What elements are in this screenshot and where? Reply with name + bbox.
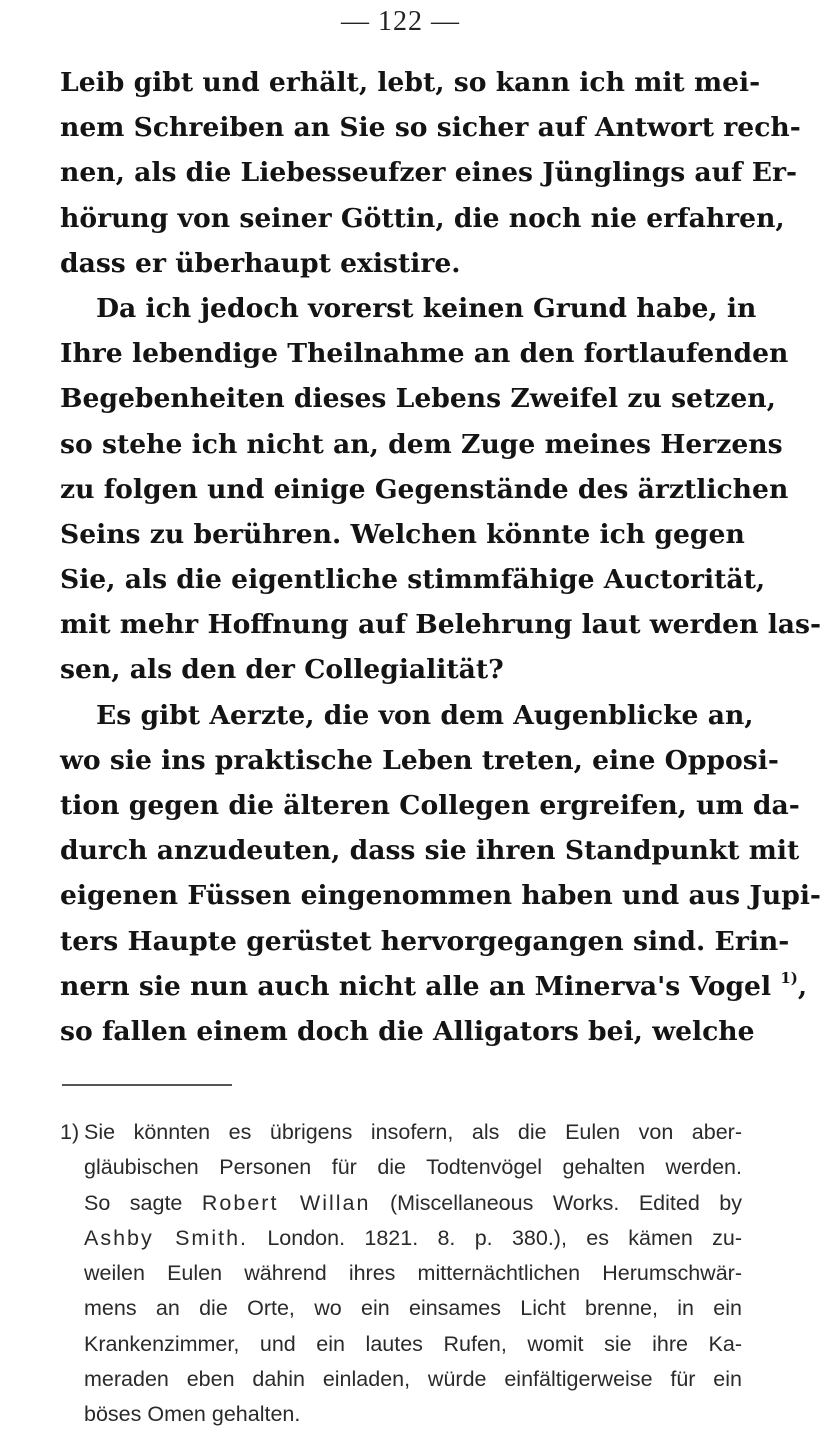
text-line: dass er überhaupt existire.	[60, 247, 461, 279]
text-line-with-footnote	[60, 964, 808, 1009]
text-line: tion gegen die älteren Collegen ergreifen, um da-	[60, 790, 800, 821]
text-line: Leib gibt und erhält, lebt, so kann ich mit mei-	[60, 67, 761, 98]
text-line: ters Haupte gerüstet hervorgegangen sind. Erin-	[60, 925, 790, 957]
footnote-line: böses Omen gehalten.	[84, 1402, 301, 1427]
footnote-line	[60, 1115, 742, 1150]
text-line: Ihre lebendige Theilnahme an den fortlaufenden	[60, 338, 789, 370]
text-line: wo sie ins praktische Leben treten, eine Opposi-	[60, 744, 779, 776]
text-punctuation: ,	[797, 970, 808, 1002]
text-fragment: nern sie nun auch nicht alle an Minerva's Vogel	[60, 970, 772, 1002]
editor-name: Ashby Smith.	[84, 1225, 248, 1250]
body-text	[60, 60, 821, 1054]
footnote-line: gläubischen Personen für die Todtenvögel gehalten werden.	[84, 1155, 742, 1180]
footnote-divider	[62, 1084, 232, 1086]
text-line: Begebenheiten dieses Lebens Zweifel zu setzen,	[60, 383, 776, 415]
footnote-line	[60, 1221, 742, 1256]
text-line: mit mehr Hoffnung auf Belehrung laut werden las-	[60, 609, 821, 641]
footnote-text: So sagte	[84, 1190, 183, 1215]
text-line: Da ich jedoch vorerst keinen Grund habe, in	[96, 292, 757, 324]
text-line: Seins zu berühren. Welchen könnte ich gegen	[60, 518, 745, 550]
footnote-text: Sie könnten es übrigens insofern, als die Eulen von aber-	[84, 1120, 742, 1144]
footnote-text: (Miscellaneous Works. Edited by	[389, 1190, 742, 1215]
footnote-line: mens an die Orte, wo ein einsames Licht brenne, in ein	[84, 1296, 742, 1321]
text-line: eigenen Füssen eingenommen haben und aus Jupi-	[60, 880, 821, 912]
footnote-reference[interactable]: 1)	[780, 968, 798, 987]
footnote-line: weilen Eulen während ihres mitternächtlichen Herumschwär-	[84, 1261, 742, 1286]
text-line: nem Schreiben an Sie so sicher auf Antwort rech-	[60, 112, 801, 144]
text-line: Es gibt Aerzte, die von dem Augenblicke an,	[96, 699, 754, 731]
text-line: sen, als den der Collegialität?	[60, 654, 504, 686]
text-line: durch anzudeuten, dass sie ihren Standpunkt mit	[60, 835, 800, 867]
text-line: so stehe ich nicht an, dem Zuge meines Herzens	[60, 428, 783, 460]
text-line: zu folgen und einige Gegenstände des ärztlichen	[60, 473, 789, 505]
text-line: Sie, als die eigentliche stimmfähige Auctorität,	[60, 564, 766, 596]
footnote-number: 1)	[60, 1120, 80, 1144]
footnote-text: London. 1821. 8. p. 380.), es kämen zu-	[267, 1225, 742, 1250]
footnote-line: Krankenzimmer, und ein lautes Rufen, womit sie ihre Ka-	[84, 1331, 742, 1356]
page-number: — 122 —	[341, 6, 460, 37]
text-line: hörung von seiner Göttin, die noch nie erfahren,	[60, 202, 785, 234]
footnote	[60, 1115, 742, 1433]
footnote-line: meraden eben dahin einladen, würde einfältigerweise für ein	[84, 1367, 742, 1392]
text-line: so fallen einem doch die Alligators bei, welche	[60, 1015, 755, 1047]
footnote-line	[60, 1186, 742, 1221]
text-line: nen, als die Liebesseufzer eines Jünglings auf Er-	[60, 157, 798, 189]
author-name: Robert Willan	[201, 1190, 371, 1215]
